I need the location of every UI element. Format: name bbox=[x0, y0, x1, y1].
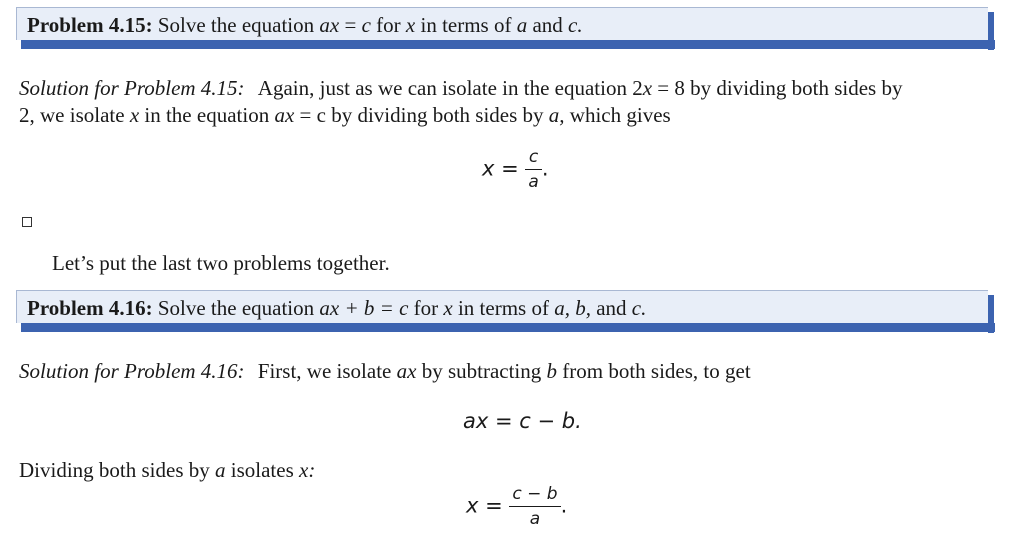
equation-x-equals-c-minus-b-over-a: x = $\frac{c - b}{a}$ . bbox=[466, 484, 568, 529]
problem-label: Problem 4.16: bbox=[27, 296, 153, 320]
solution-4-16-line-1: Solution for Problem 4.16: First, we isolate ax by subtracting b from both sides, to get bbox=[19, 359, 751, 383]
problem-4-15-statement: Problem 4.15: Solve the equation ax = c for x in terms of a and c. bbox=[27, 13, 583, 37]
qed-square-icon bbox=[22, 217, 32, 227]
equation-ax-equals-c-minus-b: ax = c − b. bbox=[463, 409, 582, 433]
problem-4-16-box bbox=[16, 290, 988, 323]
solution-4-16-line-2: Dividing both sides by a isolates x: bbox=[19, 458, 316, 482]
transition-text: Let’s put the last two problems together. bbox=[52, 251, 390, 275]
box-shadow bbox=[21, 40, 995, 49]
problem-4-16-statement: Problem 4.16: Solve the equation ax + b = c for x in terms of a, b, and c. bbox=[27, 296, 647, 320]
equation-x-equals-c-over-a: x = $\frac{c}{a}$ . bbox=[482, 147, 549, 192]
problem-label: Problem 4.15: bbox=[27, 13, 153, 37]
box-shadow bbox=[21, 323, 995, 332]
problem-4-15-box bbox=[16, 7, 988, 40]
solution-label: Solution for Problem 4.16: bbox=[19, 359, 245, 383]
fraction: $\frac{c}{a}$ bbox=[525, 146, 541, 193]
fraction: $\frac{c - b}{a}$ bbox=[509, 483, 560, 530]
solution-label: Solution for Problem 4.15: bbox=[19, 76, 245, 100]
solution-4-15-line-1: Solution for Problem 4.15: Again, just as we can isolate in the equation 2x = 8 by dividing both sides by bbox=[19, 76, 903, 100]
solution-4-15-line-2: 2, we isolate x in the equation ax = c by dividing both sides by a, which gives bbox=[19, 103, 671, 127]
